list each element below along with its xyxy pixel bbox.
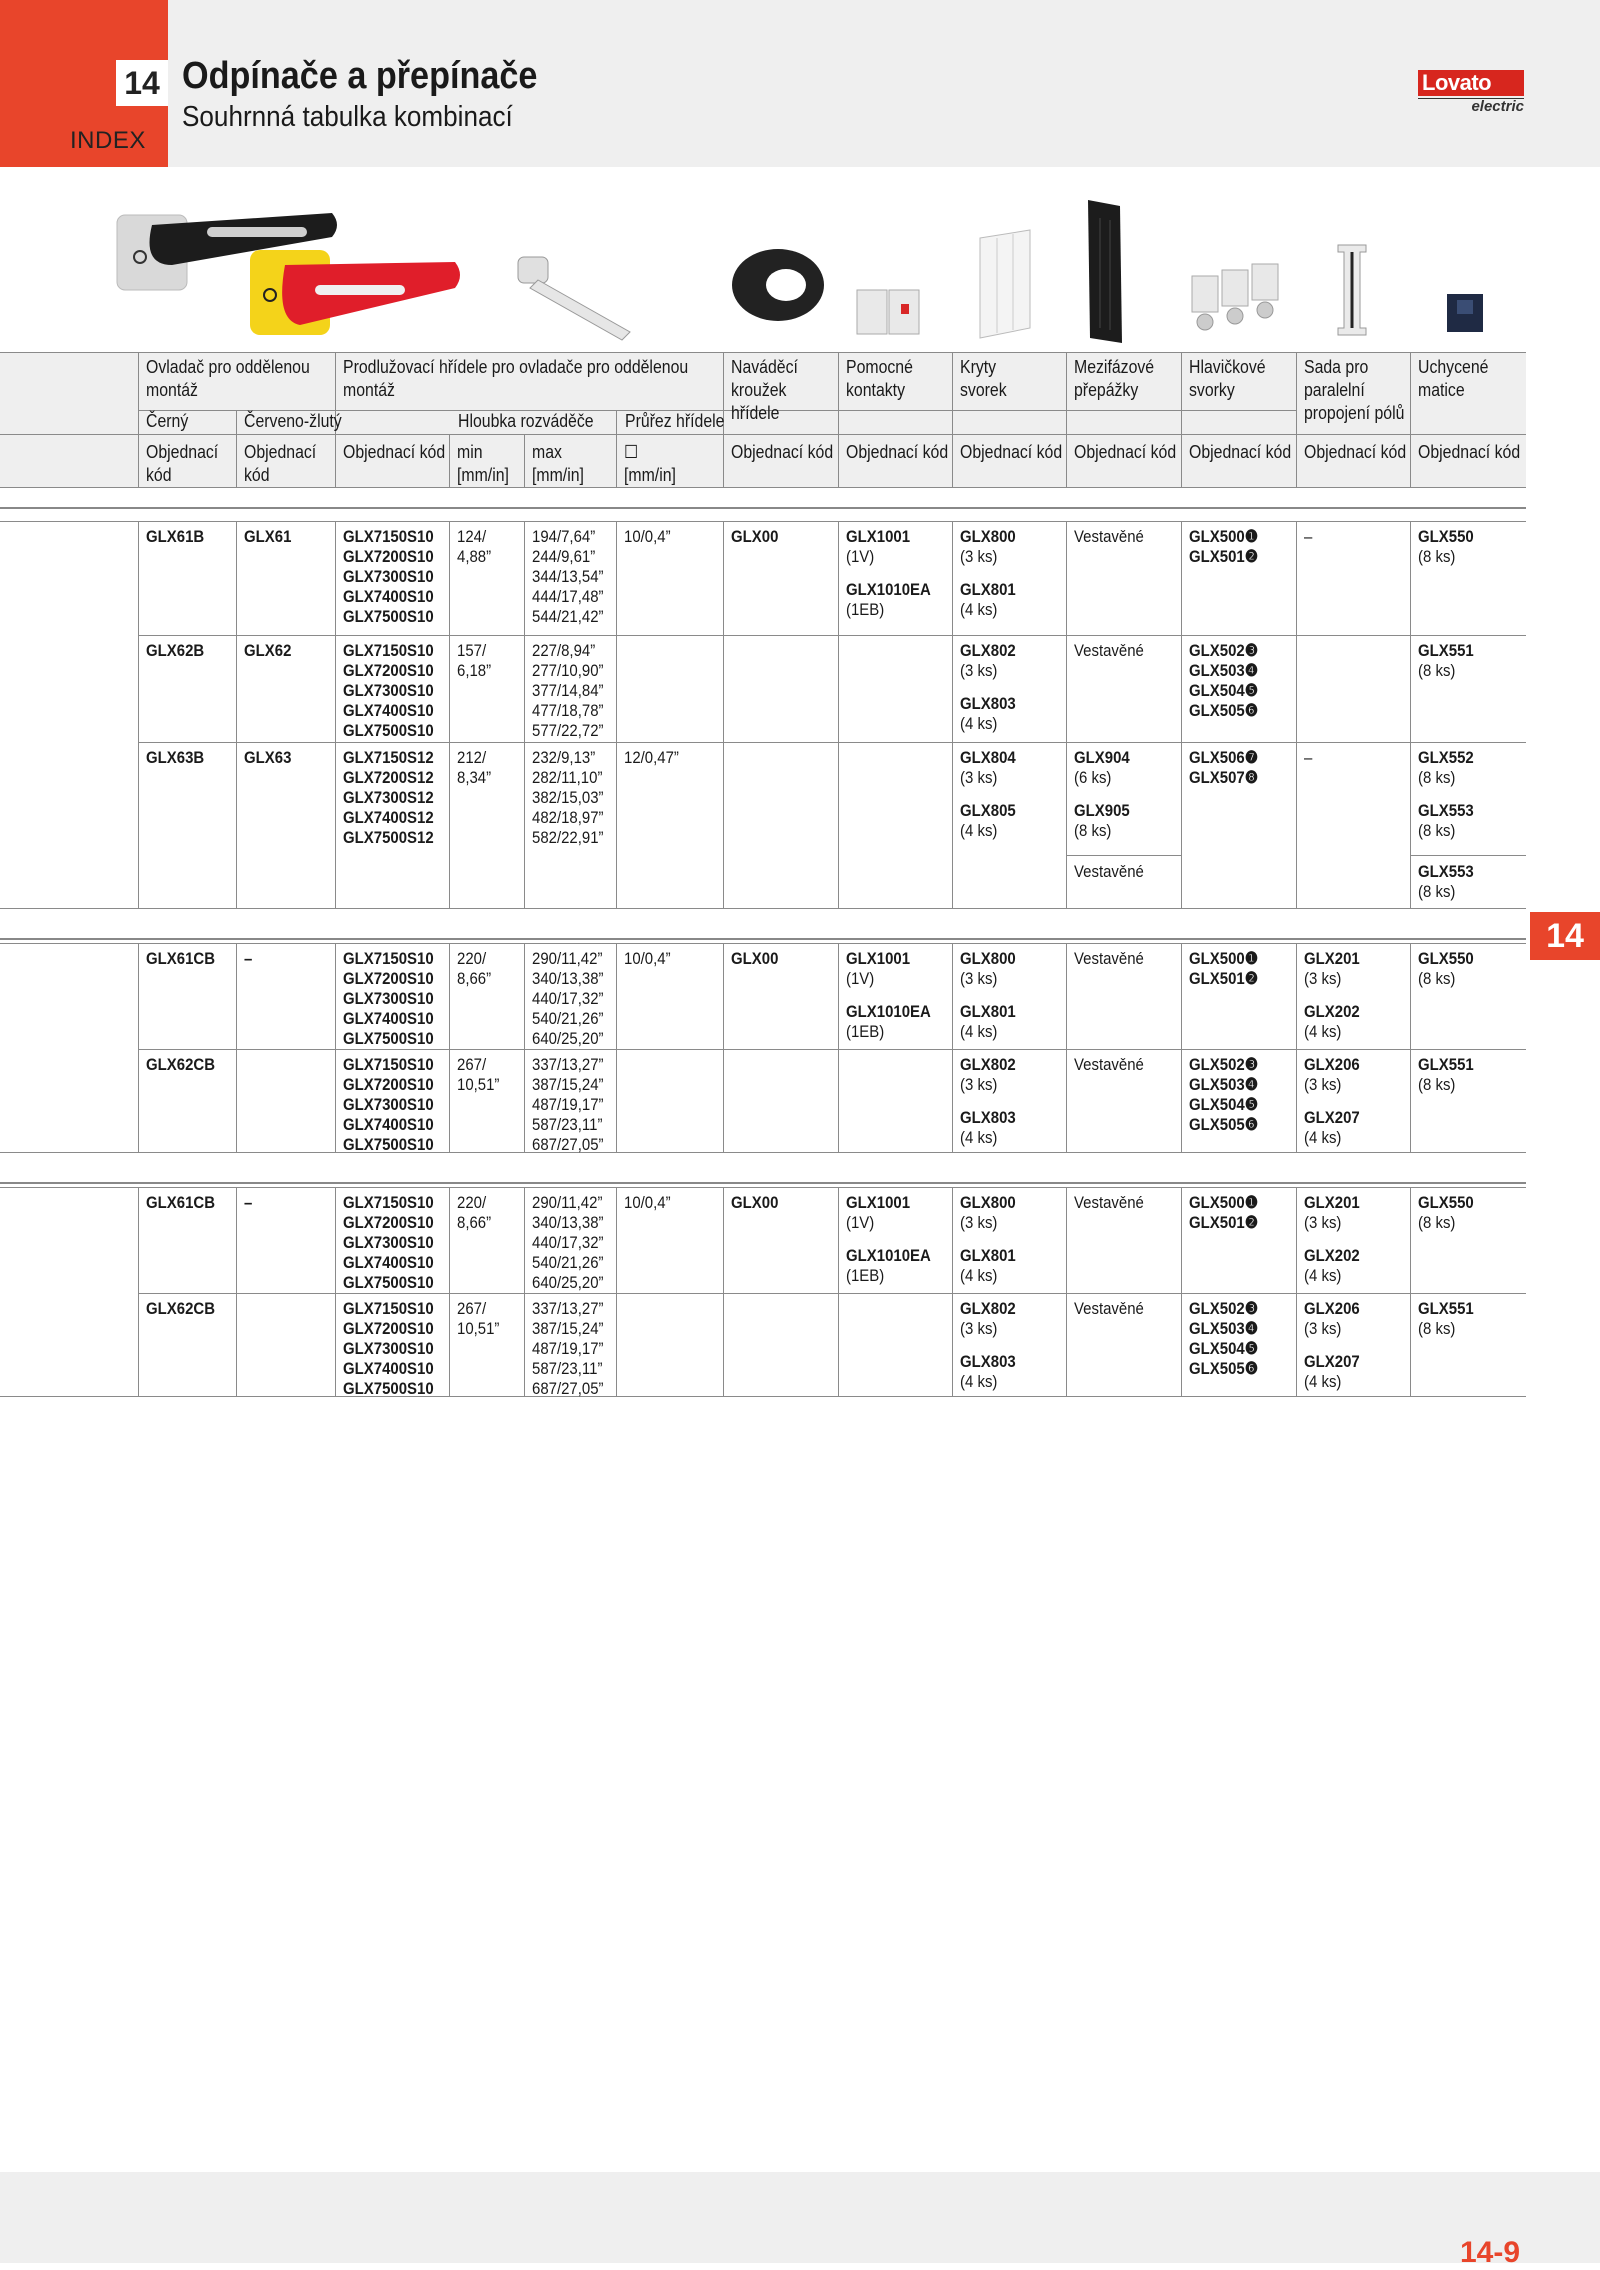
row-divider — [0, 908, 1526, 909]
cell-c9: Vestavěné — [1074, 1299, 1144, 1318]
cell-c3: 124/ 4,88” — [457, 527, 492, 566]
cell-c11-code2: GLX207 — [1304, 1352, 1360, 1371]
cell-c8-qty2: (4 ks) — [960, 821, 998, 840]
cell-c12-qty2: (8 ks) — [1418, 821, 1456, 840]
header-column: Objednací kód — [960, 442, 1063, 462]
column-divider — [335, 521, 336, 908]
cell-c2: GLX7150S10 GLX7200S10 GLX7300S10 GLX7400S10 GLX7500S10 — [343, 1193, 434, 1292]
cell-c8-code: GLX800 — [960, 527, 1016, 546]
column-divider — [1181, 1187, 1182, 1396]
chapter-side-tab[interactable]: 14 — [1530, 912, 1600, 960]
cell-c11-code: GLX206 — [1304, 1299, 1360, 1318]
header-column: ☐ [mm/in] — [624, 442, 676, 485]
header-group: Pomocné kontakty — [846, 357, 913, 400]
column-divider — [335, 943, 336, 1152]
column-divider — [1296, 521, 1297, 908]
cell-c5: 10/0,4” — [624, 1193, 671, 1212]
row-divider — [0, 507, 1526, 509]
row-divider — [0, 1182, 1526, 1184]
page-subtitle: Souhrnná tabulka kombinací — [182, 101, 513, 133]
cell-c11-code2: GLX202 — [1304, 1246, 1360, 1265]
column-divider — [1181, 352, 1182, 487]
row-divider — [0, 521, 1526, 522]
cell-c9: Vestavěné — [1074, 1055, 1144, 1074]
row-divider — [0, 1187, 1526, 1188]
cell-c8-code2: GLX801 — [960, 1002, 1016, 1021]
header-sub-section: Průřez hřídele — [625, 411, 725, 431]
cell-c1: – — [244, 1193, 253, 1212]
cell-c7-code: GLX1001 — [846, 949, 911, 968]
header-column: Objednací kód — [1304, 442, 1407, 462]
column-divider — [616, 1187, 617, 1396]
cell-c11-code2: GLX207 — [1304, 1108, 1360, 1127]
cell-c9-qty2: (8 ks) — [1074, 821, 1112, 840]
cell-c8-code2: GLX803 — [960, 1352, 1016, 1371]
column-divider — [1181, 521, 1182, 908]
column-divider — [1181, 943, 1182, 1152]
cell-c12-code: GLX550 — [1418, 949, 1474, 968]
cell-c0: GLX61CB — [146, 1193, 216, 1212]
column-divider — [838, 521, 839, 908]
cell-c0: GLX62B — [146, 641, 205, 660]
cell-c9: Vestavěné — [1074, 949, 1144, 968]
row-divider — [0, 434, 1526, 435]
column-divider — [335, 1187, 336, 1396]
header-sub-depth: Hloubka rozváděče — [458, 411, 594, 431]
cell-c1: GLX63 — [244, 748, 292, 767]
row-divider — [1066, 855, 1181, 856]
column-divider — [952, 1187, 953, 1396]
cell-c4: 337/13,27” 387/15,24” 487/19,17” 587/23,11” 687/27,05” — [532, 1055, 604, 1154]
row-divider — [0, 1396, 1526, 1397]
cell-c9-extra: Vestavěné — [1074, 862, 1144, 881]
cell-c12-qty: (8 ks) — [1418, 1075, 1456, 1094]
cell-c11-qty: (3 ks) — [1304, 1075, 1342, 1094]
logo-subtitle: electric — [1418, 98, 1524, 115]
cell-c11: – — [1304, 527, 1313, 546]
cell-c8-code: GLX802 — [960, 641, 1016, 660]
cell-c10: GLX500❶ GLX501❷ — [1189, 949, 1259, 988]
cell-c12-code: GLX551 — [1418, 1299, 1474, 1318]
cell-c6: GLX00 — [731, 1193, 779, 1212]
column-divider — [524, 1187, 525, 1396]
cell-c6: GLX00 — [731, 527, 779, 546]
cell-c11-qty2: (4 ks) — [1304, 1022, 1342, 1041]
cell-c3: 267/ 10,51” — [457, 1299, 500, 1338]
column-divider — [838, 352, 839, 487]
row-divider — [0, 487, 1526, 488]
cell-c0: GLX63B — [146, 748, 205, 767]
header-group: Uchycené matice — [1418, 357, 1489, 400]
cell-c0: GLX62CB — [146, 1055, 216, 1074]
cell-c10: GLX502❸ GLX503❹ GLX504❺ GLX505❻ — [1189, 1055, 1259, 1134]
cell-c8-qty: (3 ks) — [960, 547, 998, 566]
cell-c5: 12/0,47” — [624, 748, 679, 767]
cell-c8-qty: (3 ks) — [960, 1319, 998, 1338]
column-divider — [449, 521, 450, 908]
cell-c10: GLX506❼ GLX507❽ — [1189, 748, 1259, 787]
cell-c2: GLX7150S12 GLX7200S12 GLX7300S12 GLX7400S12 GLX7500S12 — [343, 748, 434, 847]
cell-c8-qty: (3 ks) — [960, 661, 998, 680]
cell-c7-qty: (1V) — [846, 1213, 875, 1232]
cell-c7-code: GLX1001 — [846, 527, 911, 546]
header-column: Objednací kód — [244, 442, 317, 485]
cell-c8-qty: (3 ks) — [960, 1213, 998, 1232]
cell-c8-code: GLX802 — [960, 1055, 1016, 1074]
column-divider — [952, 352, 953, 487]
column-divider — [138, 352, 139, 487]
row-divider — [138, 1049, 1526, 1050]
column-divider — [616, 410, 617, 487]
cell-c1: GLX62 — [244, 641, 292, 660]
cell-c3: 212/ 8,34” — [457, 748, 492, 787]
header-column: Objednací kód — [1418, 442, 1521, 462]
cell-c5: 10/0,4” — [624, 527, 671, 546]
cell-c7-qty2: (1EB) — [846, 600, 885, 619]
header-group: Ovladač pro oddělenou montáž — [146, 357, 310, 400]
cell-c3: 157/ 6,18” — [457, 641, 492, 680]
cell-c2: GLX7150S10 GLX7200S10 GLX7300S10 GLX7400S10 GLX7500S10 — [343, 1055, 434, 1154]
header-column: max [mm/in] — [532, 442, 584, 485]
cell-c2: GLX7150S10 GLX7200S10 GLX7300S10 GLX7400S10 GLX7500S10 — [343, 949, 434, 1048]
column-divider — [723, 1187, 724, 1396]
cell-c8-qty2: (4 ks) — [960, 600, 998, 619]
cell-c1: GLX61 — [244, 527, 292, 546]
cell-c3: 267/ 10,51” — [457, 1055, 500, 1094]
cell-c12-qty: (8 ks) — [1418, 1213, 1456, 1232]
cell-c11-code2: GLX202 — [1304, 1002, 1360, 1021]
column-divider — [1296, 943, 1297, 1152]
cell-c8-qty: (3 ks) — [960, 969, 998, 988]
header-sub-black: Černý — [146, 411, 189, 431]
row-divider — [0, 943, 1526, 944]
cell-c10: GLX500❶ GLX501❷ — [1189, 1193, 1259, 1232]
cell-c8-code2: GLX803 — [960, 1108, 1016, 1127]
header-group: Naváděcí kroužek hřídele — [731, 357, 798, 423]
chapter-number[interactable]: 14 — [116, 60, 168, 106]
cell-c9: Vestavěné — [1074, 527, 1144, 546]
cell-c12-code: GLX550 — [1418, 527, 1474, 546]
column-divider — [1066, 521, 1067, 908]
cell-c11-qty2: (4 ks) — [1304, 1372, 1342, 1391]
column-divider — [524, 434, 525, 487]
column-divider — [449, 943, 450, 1152]
cell-c9-qty: (6 ks) — [1074, 768, 1112, 787]
cell-c8-code2: GLX801 — [960, 1246, 1016, 1265]
column-divider — [1066, 352, 1067, 487]
cell-c11-qty: (3 ks) — [1304, 969, 1342, 988]
column-divider — [524, 943, 525, 1152]
cell-c7-qty2: (1EB) — [846, 1022, 885, 1041]
header-column: Objednací kód — [1074, 442, 1177, 462]
cell-c11-code: GLX201 — [1304, 1193, 1360, 1212]
column-divider — [236, 1187, 237, 1396]
cell-c8-code2: GLX803 — [960, 694, 1016, 713]
cell-c12-qty: (8 ks) — [1418, 768, 1456, 787]
column-divider — [449, 434, 450, 487]
row-divider — [138, 1293, 1526, 1294]
cell-c8-qty2: (4 ks) — [960, 1266, 998, 1285]
cell-c4: 227/8,94” 277/10,90” 377/14,84” 477/18,78” 577/22,72” — [532, 641, 604, 740]
cell-c8-code: GLX804 — [960, 748, 1016, 767]
cell-c0: GLX61CB — [146, 949, 216, 968]
cell-c8-code: GLX802 — [960, 1299, 1016, 1318]
cell-c11: – — [1304, 748, 1313, 767]
cell-c7-qty2: (1EB) — [846, 1266, 885, 1285]
cell-c0: GLX62CB — [146, 1299, 216, 1318]
column-divider — [1410, 352, 1411, 487]
header-group: Hlavičkové svorky — [1189, 357, 1266, 400]
cell-c11-code: GLX201 — [1304, 949, 1360, 968]
cell-c6: GLX00 — [731, 949, 779, 968]
cell-c12-code2: GLX553 — [1418, 801, 1474, 820]
cell-c7-qty: (1V) — [846, 969, 875, 988]
column-divider — [138, 1187, 139, 1396]
column-divider — [1410, 943, 1411, 1152]
cell-c7-code: GLX1001 — [846, 1193, 911, 1212]
index-link[interactable]: INDEX — [70, 127, 146, 154]
cell-c4: 290/11,42” 340/13,38” 440/17,32” 540/21,26” 640/25,20” — [532, 949, 604, 1048]
cell-c11-qty: (3 ks) — [1304, 1213, 1342, 1232]
cell-c9-code: GLX904 — [1074, 748, 1130, 767]
cell-c12-code: GLX551 — [1418, 641, 1474, 660]
column-divider — [616, 943, 617, 1152]
column-divider — [838, 1187, 839, 1396]
row-divider — [0, 1152, 1526, 1153]
page-number: 14-9 — [1460, 2236, 1521, 2269]
column-divider — [449, 1187, 450, 1396]
column-divider — [1066, 1187, 1067, 1396]
column-divider — [1296, 1187, 1297, 1396]
column-divider — [138, 521, 139, 908]
cell-c12-extra: GLX553 — [1418, 862, 1474, 881]
column-divider — [952, 521, 953, 908]
header-group: Prodlužovací hřídele pro ovladače pro oddělenou montáž — [343, 357, 689, 400]
footer-band — [0, 2172, 1600, 2263]
cell-c12-code: GLX551 — [1418, 1055, 1474, 1074]
cell-c7-code2: GLX1010EA — [846, 580, 931, 599]
column-divider — [236, 410, 237, 487]
cell-c8-qty: (3 ks) — [960, 768, 998, 787]
cell-c9: Vestavěné — [1074, 1193, 1144, 1212]
cell-c4: 290/11,42” 340/13,38” 440/17,32” 540/21,26” 640/25,20” — [532, 1193, 604, 1292]
cell-c8-qty: (3 ks) — [960, 1075, 998, 1094]
cell-c8-qty2: (4 ks) — [960, 1128, 998, 1147]
row-divider — [0, 938, 1526, 940]
cell-c11-qty2: (4 ks) — [1304, 1266, 1342, 1285]
row-divider — [1410, 855, 1526, 856]
cell-c10: GLX502❸ GLX503❹ GLX504❺ GLX505❻ — [1189, 641, 1259, 720]
row-divider — [138, 635, 1526, 636]
cell-c4: 337/13,27” 387/15,24” 487/19,17” 587/23,11” 687/27,05” — [532, 1299, 604, 1398]
column-divider — [1066, 943, 1067, 1152]
cell-c8-qty2: (4 ks) — [960, 714, 998, 733]
column-divider — [1410, 521, 1411, 908]
column-divider — [838, 943, 839, 1152]
cell-c9: Vestavěné — [1074, 641, 1144, 660]
cell-c11-code: GLX206 — [1304, 1055, 1360, 1074]
cell-c0: GLX61B — [146, 527, 205, 546]
cell-c8-qty2: (4 ks) — [960, 1372, 998, 1391]
header-column: Objednací kód — [846, 442, 949, 462]
cell-c12-qty: (8 ks) — [1418, 1319, 1456, 1338]
cell-c4: 232/9,13” 282/11,10” 382/15,03” 482/18,97” 582/22,91” — [532, 748, 604, 847]
cell-c7-code2: GLX1010EA — [846, 1246, 931, 1265]
header-column: min [mm/in] — [457, 442, 509, 485]
column-divider — [1410, 1187, 1411, 1396]
row-divider — [0, 352, 1526, 353]
column-divider — [236, 943, 237, 1152]
cell-c8-code: GLX800 — [960, 1193, 1016, 1212]
cell-c12-qty: (8 ks) — [1418, 661, 1456, 680]
cell-c12-code: GLX552 — [1418, 748, 1474, 767]
column-divider — [138, 943, 139, 1152]
cell-c2: GLX7150S10 GLX7200S10 GLX7300S10 GLX7400S10 GLX7500S10 — [343, 641, 434, 740]
header-column: Objednací kód — [731, 442, 834, 462]
cell-c8-code: GLX800 — [960, 949, 1016, 968]
cell-c5: 10/0,4” — [624, 949, 671, 968]
cell-c12-extra-qty: (8 ks) — [1418, 882, 1456, 901]
header-column: Objednací kód — [343, 442, 446, 462]
cell-c2: GLX7150S10 GLX7200S10 GLX7300S10 GLX7400S10 GLX7500S10 — [343, 527, 434, 626]
page-title: Odpínače a přepínače — [182, 55, 538, 97]
cell-c12-code: GLX550 — [1418, 1193, 1474, 1212]
cell-c12-qty: (8 ks) — [1418, 969, 1456, 988]
cell-c4: 194/7,64” 244/9,61” 344/13,54” 444/17,48” 544/21,42” — [532, 527, 604, 626]
header-sub-redyellow: Červeno-žlutý — [244, 411, 342, 431]
cell-c3: 220/ 8,66” — [457, 1193, 492, 1232]
cell-c3: 220/ 8,66” — [457, 949, 492, 988]
header-column: Objednací kód — [146, 442, 219, 485]
logo-wordmark: Lovato — [1418, 70, 1524, 96]
cell-c1: – — [244, 949, 253, 968]
cell-c10: GLX502❸ GLX503❹ GLX504❺ GLX505❻ — [1189, 1299, 1259, 1378]
cell-c7-code2: GLX1010EA — [846, 1002, 931, 1021]
column-divider — [723, 521, 724, 908]
column-divider — [1296, 352, 1297, 487]
row-divider — [138, 742, 1526, 743]
cell-c11-qty: (3 ks) — [1304, 1319, 1342, 1338]
header-column: Objednací kód — [1189, 442, 1292, 462]
column-divider — [616, 521, 617, 908]
cell-c9-code2: GLX905 — [1074, 801, 1130, 820]
column-divider — [952, 943, 953, 1152]
cell-c8-qty2: (4 ks) — [960, 1022, 998, 1041]
header-group: Mezifázové přepážky — [1074, 357, 1155, 400]
cell-c12-qty: (8 ks) — [1418, 547, 1456, 566]
column-divider — [524, 521, 525, 908]
header-group: Kryty svorek — [960, 357, 1007, 400]
cell-c10: GLX500❶ GLX501❷ — [1189, 527, 1259, 566]
cell-c2: GLX7150S10 GLX7200S10 GLX7300S10 GLX7400S10 GLX7500S10 — [343, 1299, 434, 1398]
cell-c8-code2: GLX805 — [960, 801, 1016, 820]
cell-c8-code2: GLX801 — [960, 580, 1016, 599]
header-group: Sada pro paralelní propojení pólů — [1304, 357, 1405, 423]
column-divider — [723, 943, 724, 1152]
cell-c7-qty: (1V) — [846, 547, 875, 566]
column-divider — [236, 521, 237, 908]
cell-c11-qty2: (4 ks) — [1304, 1128, 1342, 1147]
